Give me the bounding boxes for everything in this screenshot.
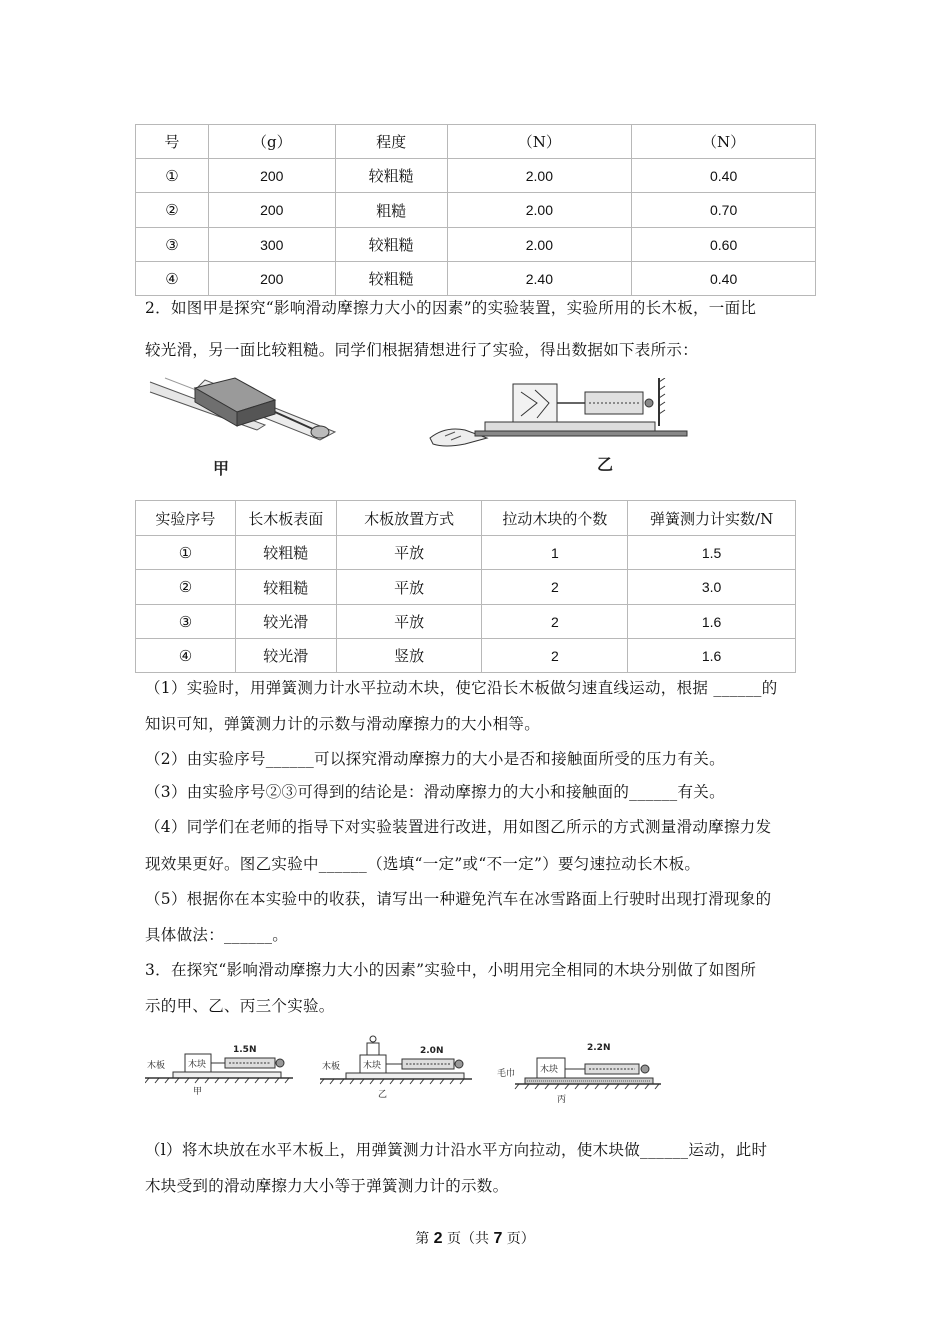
table-cell: 程度 — [335, 125, 447, 159]
table-cell: 2 — [482, 570, 628, 605]
q2-sub4-line2: 现效果更好。图乙实验中______（选填“一定”或“不一定”）要匀速拉动长木板。 — [145, 855, 701, 873]
force-label: 2.2N — [587, 1043, 611, 1053]
table-cell: ③ — [136, 605, 236, 639]
table-cell: 较光滑 — [235, 605, 336, 639]
table-cell: 1 — [482, 536, 628, 570]
table-cell: ④ — [136, 639, 236, 673]
weight-icon — [367, 1036, 379, 1055]
table-cell: 200 — [208, 159, 335, 193]
table-cell: 较粗糙 — [335, 159, 447, 193]
figure-q3-bing — [495, 1030, 665, 1105]
table-cell: 2 — [482, 605, 628, 639]
table-cell: ④ — [136, 262, 209, 296]
q3-sub1-line1: （l）将木块放在水平木板上，用弹簧测力计沿水平方向拉动，使木块做______运动，此时 — [145, 1141, 768, 1159]
column-header: 拉动木块的个数 — [482, 501, 628, 536]
figure-yi — [425, 378, 695, 478]
table-cell: 较光滑 — [235, 639, 336, 673]
table-1 — [135, 124, 816, 296]
figure-q3-yi — [320, 1025, 475, 1100]
figure-caption: 甲 — [193, 1087, 203, 1097]
table-cell: 2.00 — [447, 228, 632, 262]
table-cell: 3.0 — [628, 570, 796, 605]
table-row — [136, 639, 796, 673]
figure-caption: 丙 — [557, 1095, 567, 1105]
q2-sub2: （2）由实验序号______可以探究滑动摩擦力的大小是否和接触面所受的压力有关。 — [145, 750, 725, 768]
table-cell: 0.70 — [632, 193, 816, 228]
table-cell: （N） — [447, 125, 632, 159]
table-cell: 2.40 — [447, 262, 632, 296]
table-cell: ③ — [136, 228, 209, 262]
figure-yi-caption: 乙 — [597, 455, 614, 474]
page-number: 2 — [433, 1230, 443, 1247]
table-cell: 较粗糙 — [235, 536, 336, 570]
table-cell: 2.00 — [447, 193, 632, 228]
table-cell: 较粗糙 — [335, 262, 447, 296]
surface-label: 木板 — [322, 1062, 341, 1072]
table-cell: 粗糙 — [335, 193, 447, 228]
footer-suffix: 页） — [502, 1231, 535, 1247]
table-cell: 1.6 — [628, 605, 796, 639]
table-row — [136, 159, 816, 193]
total-pages: 7 — [493, 1230, 503, 1247]
figure-jia-caption: 甲 — [213, 459, 230, 478]
table-cell: 1.6 — [628, 639, 796, 673]
table-header-row — [136, 501, 796, 536]
table-row — [136, 605, 796, 639]
force-label: 2.0N — [420, 1046, 444, 1056]
figure-q3-jia — [145, 1028, 295, 1098]
table-row — [136, 125, 816, 159]
table-2 — [135, 500, 796, 673]
surface-label: 木板 — [147, 1061, 166, 1071]
block-label: 木块 — [188, 1060, 207, 1070]
q2-sub1-line1: （1）实验时，用弹簧测力计水平拉动木块，使它沿长木板做匀速直线运动，根据 ______的 — [145, 679, 778, 697]
table-cell: 较粗糙 — [335, 228, 447, 262]
table-cell: 竖放 — [336, 639, 482, 673]
table-cell: 较粗糙 — [235, 570, 336, 605]
table-cell: 0.40 — [632, 262, 816, 296]
block-label: 木块 — [540, 1065, 559, 1075]
column-header: 木板放置方式 — [336, 501, 482, 536]
q3-intro-line2: 示的甲、乙、丙三个实验。 — [145, 997, 335, 1015]
table-cell: 1.5 — [628, 536, 796, 570]
table-cell: ② — [136, 570, 236, 605]
table-row — [136, 228, 816, 262]
table-row — [136, 262, 816, 296]
table-cell: 2 — [482, 639, 628, 673]
q2-sub5-line2: 具体做法：______。 — [145, 926, 289, 944]
q2-sub4-line1: （4）同学们在老师的指导下对实验装置进行改进，用如图乙所示的方式测量滑动摩擦力发 — [145, 818, 772, 836]
column-header: 实验序号 — [136, 501, 236, 536]
table-cell: 2.00 — [447, 159, 632, 193]
table-cell: 300 — [208, 228, 335, 262]
table-cell: 200 — [208, 262, 335, 296]
page-footer — [0, 1228, 950, 1248]
figure-jia — [145, 370, 355, 480]
table-row — [136, 570, 796, 605]
wood-block — [195, 378, 275, 426]
table-cell: 平放 — [336, 536, 482, 570]
table-cell: 200 — [208, 193, 335, 228]
q2-sub5-line1: （5）根据你在本实验中的收获，请写出一种避免汽车在冰雪路面上行驶时出现打滑现象的 — [145, 890, 772, 908]
table-row — [136, 536, 796, 570]
q2-intro-line2: 较光滑，另一面比较粗糙。同学们根据猜想进行了实验，得出数据如下表所示： — [145, 341, 699, 359]
table-cell: ① — [136, 536, 236, 570]
footer-middle: 页（共 — [442, 1231, 494, 1247]
long-board — [485, 422, 655, 431]
wood-block — [513, 384, 557, 422]
surface-label: 毛巾 — [497, 1069, 516, 1079]
table-cell: 0.40 — [632, 159, 816, 193]
table-cell: ① — [136, 159, 209, 193]
table-cell: 号 — [136, 125, 209, 159]
table-cell: （g） — [208, 125, 335, 159]
figure-caption: 乙 — [378, 1090, 388, 1100]
table-cell: 平放 — [336, 605, 482, 639]
force-label: 1.5N — [233, 1045, 257, 1055]
table-row — [136, 193, 816, 228]
q3-intro-line1: 3．在探究“影响滑动摩擦力大小的因素”实验中，小明用完全相同的木块分别做了如图所 — [145, 961, 757, 979]
block-label: 木块 — [363, 1061, 382, 1071]
column-header: 长木板表面 — [235, 501, 336, 536]
q3-sub1-line2: 木块受到的滑动摩擦力大小等于弹簧测力计的示数。 — [145, 1177, 509, 1195]
table-cell: 平放 — [336, 570, 482, 605]
table-cell: （N） — [632, 125, 816, 159]
q2-intro-line1: 2．如图甲是探究“影响滑动摩擦力大小的因素”的实验装置，实验所用的长木板，一面比 — [145, 299, 757, 317]
column-header: 弹簧测力计实数/N — [628, 501, 796, 536]
q2-sub3: （3）由实验序号②③可得到的结论是：滑动摩擦力的大小和接触面的______有关。 — [145, 783, 725, 801]
table-cell: ② — [136, 193, 209, 228]
table-cell: 0.60 — [632, 228, 816, 262]
q2-sub1-line2: 知识可知，弹簧测力计的示数与滑动摩擦力的大小相等。 — [145, 715, 541, 733]
footer-prefix: 第 — [415, 1231, 434, 1247]
